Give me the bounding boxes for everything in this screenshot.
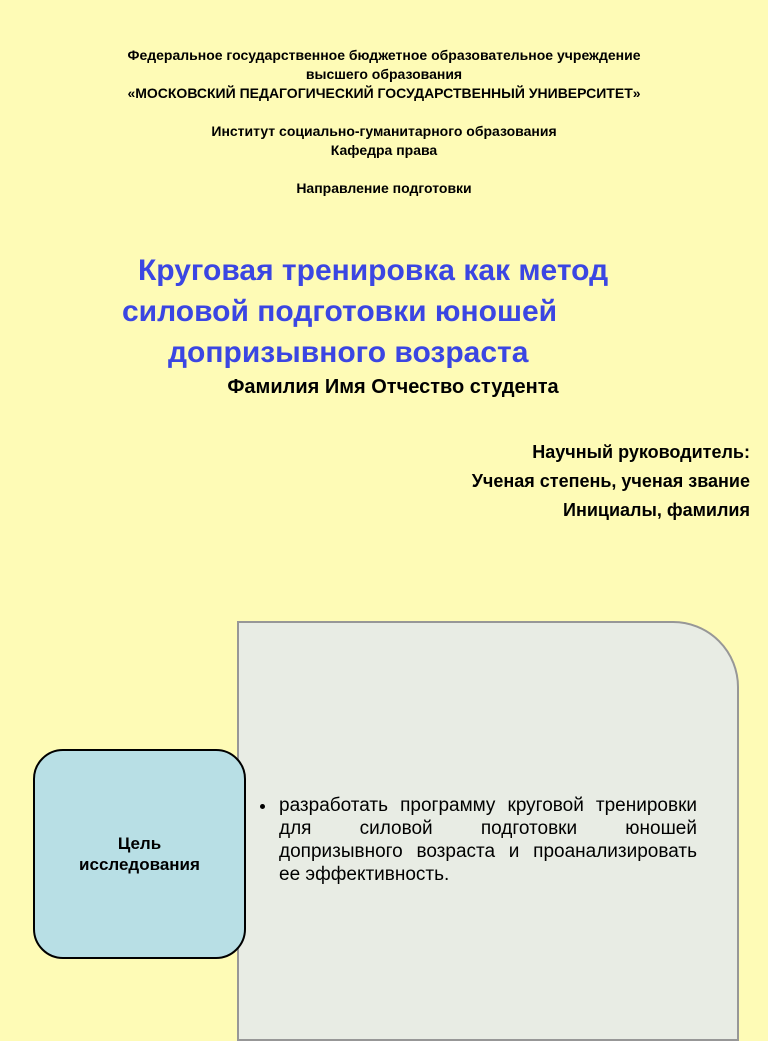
goal-label-box: [33, 749, 246, 959]
goal-bullet: • разработать программу круговой тренировки для силовой подготовки юношей допризывного возраста и проанализировать ее эффективность.: [277, 794, 697, 886]
institution-header: [0, 46, 768, 198]
department-name: Кафедра права: [330, 142, 438, 158]
direction-label: Направление подготовки: [296, 180, 472, 196]
supervisor-degree: Ученая степень, ученая звание: [471, 471, 750, 491]
goal-text: [257, 794, 697, 886]
student-name: Фамилия Имя Отчество студента: [227, 376, 559, 398]
supervisor-name: Инициалы, фамилия: [563, 500, 750, 520]
goal-label-line-2: исследования: [79, 855, 200, 874]
supervisor-label: Научный руководитель:: [532, 442, 750, 462]
title-line-2: силовой подготовки юношей: [122, 295, 558, 328]
title-line-1: Круговая тренировка как метод: [138, 254, 609, 287]
institute-name: Институт социально-гуманитарного образования: [211, 123, 557, 139]
goal-label-line-1: Цель: [117, 834, 162, 853]
supervisor-block: [472, 438, 750, 525]
thesis-title: [100, 250, 740, 373]
header-line-2: высшего образования: [305, 66, 463, 82]
title-line-3: допризывного возраста: [168, 336, 529, 369]
university-name: «МОСКОВСКИЙ ПЕДАГОГИЧЕСКИЙ ГОСУДАРСТВЕННЫЙ УНИВЕРСИТЕТ»: [127, 85, 641, 101]
header-line-1: Федеральное государственное бюджетное образовательное учреждение: [127, 47, 641, 63]
